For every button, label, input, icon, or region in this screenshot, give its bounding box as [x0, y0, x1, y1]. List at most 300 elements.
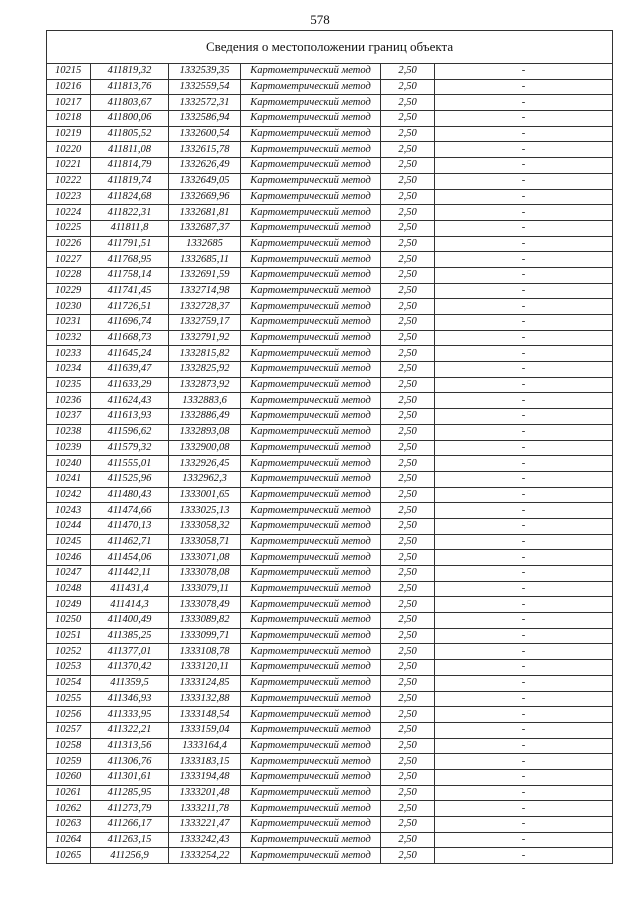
accuracy-cell: 2,50 — [381, 220, 435, 236]
x-coordinate-cell: 411805,52 — [91, 126, 169, 142]
accuracy-cell: 2,50 — [381, 566, 435, 582]
x-coordinate-cell: 411273,79 — [91, 801, 169, 817]
accuracy-cell: 2,50 — [381, 79, 435, 95]
point-number-cell: 10256 — [47, 707, 91, 723]
x-coordinate-cell: 411385,25 — [91, 628, 169, 644]
method-cell: Картометрический метод — [241, 315, 381, 331]
method-cell: Картометрический метод — [241, 817, 381, 833]
accuracy-cell: 2,50 — [381, 613, 435, 629]
method-cell: Картометрический метод — [241, 158, 381, 174]
point-number-cell: 10253 — [47, 660, 91, 676]
description-cell: - — [435, 142, 613, 158]
method-cell: Картометрический метод — [241, 173, 381, 189]
x-coordinate-cell: 411596,62 — [91, 424, 169, 440]
method-cell: Картометрический метод — [241, 518, 381, 534]
x-coordinate-cell: 411322,21 — [91, 722, 169, 738]
point-number-cell: 10231 — [47, 315, 91, 331]
method-cell: Картометрический метод — [241, 79, 381, 95]
method-cell: Картометрический метод — [241, 424, 381, 440]
table-row — [47, 566, 613, 582]
x-coordinate-cell: 411462,71 — [91, 534, 169, 550]
description-cell: - — [435, 487, 613, 503]
point-number-cell: 10215 — [47, 64, 91, 80]
description-cell: - — [435, 581, 613, 597]
point-number-cell: 10218 — [47, 111, 91, 127]
boundary-coordinates-table — [46, 30, 613, 864]
accuracy-cell: 2,50 — [381, 189, 435, 205]
y-coordinate-cell: 1332873,92 — [169, 377, 241, 393]
x-coordinate-cell: 411800,06 — [91, 111, 169, 127]
table-row — [47, 660, 613, 676]
accuracy-cell: 2,50 — [381, 158, 435, 174]
method-cell: Картометрический метод — [241, 754, 381, 770]
y-coordinate-cell: 1332728,37 — [169, 299, 241, 315]
description-cell: - — [435, 409, 613, 425]
x-coordinate-cell: 411813,76 — [91, 79, 169, 95]
table-row — [47, 534, 613, 550]
accuracy-cell: 2,50 — [381, 597, 435, 613]
point-number-cell: 10237 — [47, 409, 91, 425]
table-row — [47, 817, 613, 833]
y-coordinate-cell: 1333221,47 — [169, 817, 241, 833]
y-coordinate-cell: 1333025,13 — [169, 503, 241, 519]
table-row — [47, 597, 613, 613]
accuracy-cell: 2,50 — [381, 487, 435, 503]
x-coordinate-cell: 411639,47 — [91, 362, 169, 378]
y-coordinate-cell: 1332759,17 — [169, 315, 241, 331]
y-coordinate-cell: 1332572,31 — [169, 95, 241, 111]
description-cell: - — [435, 471, 613, 487]
table-row — [47, 393, 613, 409]
accuracy-cell: 2,50 — [381, 126, 435, 142]
table-row — [47, 785, 613, 801]
point-number-cell: 10251 — [47, 628, 91, 644]
accuracy-cell: 2,50 — [381, 95, 435, 111]
table-row — [47, 456, 613, 472]
y-coordinate-cell: 1332825,92 — [169, 362, 241, 378]
method-cell: Картометрический метод — [241, 346, 381, 362]
table-row — [47, 346, 613, 362]
point-number-cell: 10223 — [47, 189, 91, 205]
method-cell: Картометрический метод — [241, 189, 381, 205]
accuracy-cell: 2,50 — [381, 817, 435, 833]
point-number-cell: 10261 — [47, 785, 91, 801]
y-coordinate-cell: 1333132,88 — [169, 691, 241, 707]
description-cell: - — [435, 754, 613, 770]
table-row — [47, 362, 613, 378]
table-row — [47, 628, 613, 644]
description-cell: - — [435, 801, 613, 817]
point-number-cell: 10233 — [47, 346, 91, 362]
y-coordinate-cell: 1333164,4 — [169, 738, 241, 754]
x-coordinate-cell: 411454,06 — [91, 550, 169, 566]
accuracy-cell: 2,50 — [381, 362, 435, 378]
method-cell: Картометрический метод — [241, 440, 381, 456]
table-row — [47, 377, 613, 393]
x-coordinate-cell: 411301,61 — [91, 769, 169, 785]
description-cell: - — [435, 785, 613, 801]
description-cell: - — [435, 644, 613, 660]
point-number-cell: 10254 — [47, 675, 91, 691]
description-cell: - — [435, 424, 613, 440]
accuracy-cell: 2,50 — [381, 377, 435, 393]
method-cell: Картометрический метод — [241, 785, 381, 801]
x-coordinate-cell: 411791,51 — [91, 236, 169, 252]
method-cell: Картометрический метод — [241, 299, 381, 315]
description-cell: - — [435, 613, 613, 629]
x-coordinate-cell: 411346,93 — [91, 691, 169, 707]
point-number-cell: 10262 — [47, 801, 91, 817]
point-number-cell: 10252 — [47, 644, 91, 660]
method-cell: Картометрический метод — [241, 377, 381, 393]
point-number-cell: 10248 — [47, 581, 91, 597]
y-coordinate-cell: 1332669,96 — [169, 189, 241, 205]
x-coordinate-cell: 411645,24 — [91, 346, 169, 362]
description-cell: - — [435, 346, 613, 362]
y-coordinate-cell: 1333148,54 — [169, 707, 241, 723]
description-cell: - — [435, 707, 613, 723]
y-coordinate-cell: 1333124,85 — [169, 675, 241, 691]
y-coordinate-cell: 1333183,15 — [169, 754, 241, 770]
accuracy-cell: 2,50 — [381, 205, 435, 221]
table-row — [47, 126, 613, 142]
x-coordinate-cell: 411633,29 — [91, 377, 169, 393]
table-row — [47, 613, 613, 629]
table-row — [47, 754, 613, 770]
method-cell: Картометрический метод — [241, 126, 381, 142]
y-coordinate-cell: 1333254,22 — [169, 848, 241, 864]
table-row — [47, 691, 613, 707]
y-coordinate-cell: 1333099,71 — [169, 628, 241, 644]
y-coordinate-cell: 1332883,6 — [169, 393, 241, 409]
x-coordinate-cell: 411525,96 — [91, 471, 169, 487]
table-row — [47, 267, 613, 283]
description-cell: - — [435, 660, 613, 676]
table-row — [47, 283, 613, 299]
table-row — [47, 158, 613, 174]
table-row — [47, 64, 613, 80]
description-cell: - — [435, 691, 613, 707]
table-row — [47, 95, 613, 111]
x-coordinate-cell: 411333,95 — [91, 707, 169, 723]
accuracy-cell: 2,50 — [381, 315, 435, 331]
description-cell: - — [435, 566, 613, 582]
description-cell: - — [435, 64, 613, 80]
description-cell: - — [435, 158, 613, 174]
table-row — [47, 440, 613, 456]
point-number-cell: 10259 — [47, 754, 91, 770]
y-coordinate-cell: 1332685,11 — [169, 252, 241, 268]
method-cell: Картометрический метод — [241, 283, 381, 299]
y-coordinate-cell: 1333078,49 — [169, 597, 241, 613]
method-cell: Картометрический метод — [241, 142, 381, 158]
x-coordinate-cell: 411819,74 — [91, 173, 169, 189]
point-number-cell: 10236 — [47, 393, 91, 409]
accuracy-cell: 2,50 — [381, 111, 435, 127]
x-coordinate-cell: 411803,67 — [91, 95, 169, 111]
table-row — [47, 330, 613, 346]
method-cell: Картометрический метод — [241, 550, 381, 566]
description-cell: - — [435, 722, 613, 738]
accuracy-cell: 2,50 — [381, 299, 435, 315]
description-cell: - — [435, 362, 613, 378]
point-number-cell: 10264 — [47, 832, 91, 848]
table-row — [47, 189, 613, 205]
point-number-cell: 10224 — [47, 205, 91, 221]
y-coordinate-cell: 1333071,08 — [169, 550, 241, 566]
accuracy-cell: 2,50 — [381, 534, 435, 550]
x-coordinate-cell: 411256,9 — [91, 848, 169, 864]
accuracy-cell: 2,50 — [381, 173, 435, 189]
y-coordinate-cell: 1332559,54 — [169, 79, 241, 95]
description-cell: - — [435, 189, 613, 205]
description-cell: - — [435, 236, 613, 252]
point-number-cell: 10228 — [47, 267, 91, 283]
point-number-cell: 10230 — [47, 299, 91, 315]
accuracy-cell: 2,50 — [381, 252, 435, 268]
method-cell: Картометрический метод — [241, 691, 381, 707]
description-cell: - — [435, 315, 613, 331]
table-title: Сведения о местоположении границ объекта — [47, 31, 613, 64]
method-cell: Картометрический метод — [241, 613, 381, 629]
method-cell: Картометрический метод — [241, 707, 381, 723]
accuracy-cell: 2,50 — [381, 550, 435, 566]
point-number-cell: 10238 — [47, 424, 91, 440]
method-cell: Картометрический метод — [241, 362, 381, 378]
y-coordinate-cell: 1333242,43 — [169, 832, 241, 848]
table-row — [47, 644, 613, 660]
x-coordinate-cell: 411668,73 — [91, 330, 169, 346]
method-cell: Картометрический метод — [241, 801, 381, 817]
x-coordinate-cell: 411741,45 — [91, 283, 169, 299]
x-coordinate-cell: 411474,66 — [91, 503, 169, 519]
table-row — [47, 142, 613, 158]
description-cell: - — [435, 518, 613, 534]
x-coordinate-cell: 411811,8 — [91, 220, 169, 236]
description-cell: - — [435, 440, 613, 456]
x-coordinate-cell: 411758,14 — [91, 267, 169, 283]
y-coordinate-cell: 1332685 — [169, 236, 241, 252]
description-cell: - — [435, 111, 613, 127]
table-row — [47, 220, 613, 236]
point-number-cell: 10217 — [47, 95, 91, 111]
accuracy-cell: 2,50 — [381, 471, 435, 487]
description-cell: - — [435, 769, 613, 785]
description-cell: - — [435, 817, 613, 833]
table-row — [47, 111, 613, 127]
accuracy-cell: 2,50 — [381, 801, 435, 817]
table-row — [47, 173, 613, 189]
x-coordinate-cell: 411285,95 — [91, 785, 169, 801]
y-coordinate-cell: 1332926,45 — [169, 456, 241, 472]
y-coordinate-cell: 1332691,59 — [169, 267, 241, 283]
point-number-cell: 10232 — [47, 330, 91, 346]
point-number-cell: 10242 — [47, 487, 91, 503]
x-coordinate-cell: 411370,42 — [91, 660, 169, 676]
accuracy-cell: 2,50 — [381, 236, 435, 252]
description-cell: - — [435, 252, 613, 268]
description-cell: - — [435, 377, 613, 393]
accuracy-cell: 2,50 — [381, 330, 435, 346]
method-cell: Картометрический метод — [241, 471, 381, 487]
y-coordinate-cell: 1333058,71 — [169, 534, 241, 550]
method-cell: Картометрический метод — [241, 675, 381, 691]
description-cell: - — [435, 283, 613, 299]
table-row — [47, 471, 613, 487]
x-coordinate-cell: 411414,3 — [91, 597, 169, 613]
point-number-cell: 10241 — [47, 471, 91, 487]
description-cell: - — [435, 330, 613, 346]
point-number-cell: 10265 — [47, 848, 91, 864]
point-number-cell: 10244 — [47, 518, 91, 534]
description-cell: - — [435, 393, 613, 409]
table-row — [47, 848, 613, 864]
point-number-cell: 10240 — [47, 456, 91, 472]
accuracy-cell: 2,50 — [381, 424, 435, 440]
x-coordinate-cell: 411696,74 — [91, 315, 169, 331]
x-coordinate-cell: 411470,13 — [91, 518, 169, 534]
y-coordinate-cell: 1332600,54 — [169, 126, 241, 142]
y-coordinate-cell: 1333211,78 — [169, 801, 241, 817]
point-number-cell: 10263 — [47, 817, 91, 833]
description-cell: - — [435, 597, 613, 613]
accuracy-cell: 2,50 — [381, 848, 435, 864]
point-number-cell: 10226 — [47, 236, 91, 252]
method-cell: Картометрический метод — [241, 503, 381, 519]
description-cell: - — [435, 173, 613, 189]
accuracy-cell: 2,50 — [381, 738, 435, 754]
method-cell: Картометрический метод — [241, 64, 381, 80]
method-cell: Картометрический метод — [241, 566, 381, 582]
y-coordinate-cell: 1332615,78 — [169, 142, 241, 158]
table-row — [47, 315, 613, 331]
x-coordinate-cell: 411555,01 — [91, 456, 169, 472]
y-coordinate-cell: 1333108,78 — [169, 644, 241, 660]
x-coordinate-cell: 411819,32 — [91, 64, 169, 80]
point-number-cell: 10260 — [47, 769, 91, 785]
method-cell: Картометрический метод — [241, 722, 381, 738]
table-row — [47, 424, 613, 440]
point-number-cell: 10225 — [47, 220, 91, 236]
point-number-cell: 10257 — [47, 722, 91, 738]
table-row — [47, 738, 613, 754]
method-cell: Картометрический метод — [241, 409, 381, 425]
y-coordinate-cell: 1332649,05 — [169, 173, 241, 189]
table-row — [47, 801, 613, 817]
accuracy-cell: 2,50 — [381, 393, 435, 409]
accuracy-cell: 2,50 — [381, 660, 435, 676]
table-row — [47, 832, 613, 848]
x-coordinate-cell: 411811,08 — [91, 142, 169, 158]
method-cell: Картометрический метод — [241, 252, 381, 268]
method-cell: Картометрический метод — [241, 644, 381, 660]
y-coordinate-cell: 1333201,48 — [169, 785, 241, 801]
x-coordinate-cell: 411313,56 — [91, 738, 169, 754]
description-cell: - — [435, 848, 613, 864]
method-cell: Картометрический метод — [241, 95, 381, 111]
y-coordinate-cell: 1332687,37 — [169, 220, 241, 236]
accuracy-cell: 2,50 — [381, 832, 435, 848]
table-row — [47, 205, 613, 221]
point-number-cell: 10234 — [47, 362, 91, 378]
description-cell: - — [435, 738, 613, 754]
accuracy-cell: 2,50 — [381, 142, 435, 158]
y-coordinate-cell: 1332886,49 — [169, 409, 241, 425]
table-row — [47, 769, 613, 785]
y-coordinate-cell: 1332681,81 — [169, 205, 241, 221]
point-number-cell: 10247 — [47, 566, 91, 582]
table-row — [47, 299, 613, 315]
x-coordinate-cell: 411768,95 — [91, 252, 169, 268]
accuracy-cell: 2,50 — [381, 769, 435, 785]
point-number-cell: 10239 — [47, 440, 91, 456]
y-coordinate-cell: 1333089,82 — [169, 613, 241, 629]
table-row — [47, 518, 613, 534]
point-number-cell: 10249 — [47, 597, 91, 613]
description-cell: - — [435, 628, 613, 644]
point-number-cell: 10255 — [47, 691, 91, 707]
method-cell: Картометрический метод — [241, 660, 381, 676]
y-coordinate-cell: 1333120,11 — [169, 660, 241, 676]
y-coordinate-cell: 1332791,92 — [169, 330, 241, 346]
x-coordinate-cell: 411613,93 — [91, 409, 169, 425]
accuracy-cell: 2,50 — [381, 785, 435, 801]
method-cell: Картометрический метод — [241, 769, 381, 785]
accuracy-cell: 2,50 — [381, 581, 435, 597]
point-number-cell: 10245 — [47, 534, 91, 550]
method-cell: Картометрический метод — [241, 267, 381, 283]
point-number-cell: 10229 — [47, 283, 91, 299]
point-number-cell: 10221 — [47, 158, 91, 174]
x-coordinate-cell: 411579,32 — [91, 440, 169, 456]
method-cell: Картометрический метод — [241, 738, 381, 754]
x-coordinate-cell: 411377,01 — [91, 644, 169, 660]
point-number-cell: 10227 — [47, 252, 91, 268]
y-coordinate-cell: 1332893,08 — [169, 424, 241, 440]
y-coordinate-cell: 1333079,11 — [169, 581, 241, 597]
x-coordinate-cell: 411431,4 — [91, 581, 169, 597]
method-cell: Картометрический метод — [241, 534, 381, 550]
method-cell: Картометрический метод — [241, 330, 381, 346]
accuracy-cell: 2,50 — [381, 628, 435, 644]
x-coordinate-cell: 411263,15 — [91, 832, 169, 848]
accuracy-cell: 2,50 — [381, 440, 435, 456]
table-row — [47, 707, 613, 723]
table-row — [47, 252, 613, 268]
y-coordinate-cell: 1332586,94 — [169, 111, 241, 127]
y-coordinate-cell: 1332962,3 — [169, 471, 241, 487]
method-cell: Картометрический метод — [241, 581, 381, 597]
x-coordinate-cell: 411442,11 — [91, 566, 169, 582]
method-cell: Картометрический метод — [241, 628, 381, 644]
y-coordinate-cell: 1332714,98 — [169, 283, 241, 299]
accuracy-cell: 2,50 — [381, 707, 435, 723]
point-number-cell: 10258 — [47, 738, 91, 754]
method-cell: Картометрический метод — [241, 220, 381, 236]
method-cell: Картометрический метод — [241, 597, 381, 613]
method-cell: Картометрический метод — [241, 205, 381, 221]
x-coordinate-cell: 411266,17 — [91, 817, 169, 833]
description-cell: - — [435, 205, 613, 221]
table-body — [47, 64, 613, 864]
method-cell: Картометрический метод — [241, 111, 381, 127]
accuracy-cell: 2,50 — [381, 456, 435, 472]
y-coordinate-cell: 1332539,35 — [169, 64, 241, 80]
accuracy-cell: 2,50 — [381, 409, 435, 425]
y-coordinate-cell: 1332900,08 — [169, 440, 241, 456]
y-coordinate-cell: 1332815,82 — [169, 346, 241, 362]
description-cell: - — [435, 299, 613, 315]
